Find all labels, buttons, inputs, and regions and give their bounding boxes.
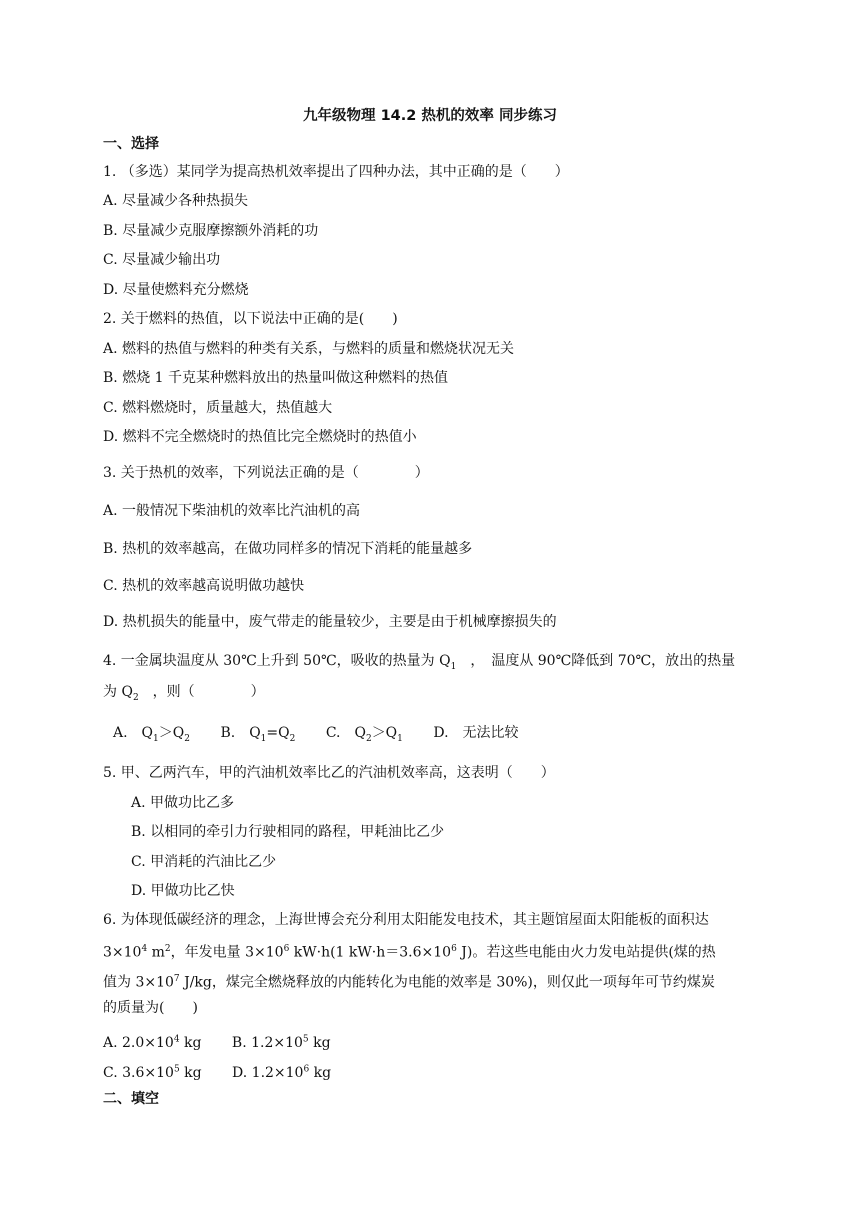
question-5-option-d: D. 甲做功比乙快 [131, 883, 235, 899]
question-1-option-d: D. 尽量使燃料充分燃烧 [103, 282, 249, 298]
question-6-stem-line-1: 6. 为体现低碳经济的理念，上海世博会充分利用太阳能发电技术，其主题馆屋面太阳能板的面积达 [103, 912, 709, 928]
question-5-option-b: B. 以相同的牵引力行驶相同的路程，甲耗油比乙少 [131, 824, 445, 840]
question-1-option-a: A. 尽量减少各种热损失 [103, 193, 249, 209]
question-6-stem-line-2: $3\times 10^4$ $m^2$，年发电量 $3\times 10^6$ kW·h(1 $kW\cdot h=3.6\times 10^6$ J)。若这些电能由火力发电站提供(煤的热 [103, 944, 716, 961]
question-4-stem-line-2: 为 $Q_2$ ，则（ ） [103, 684, 265, 703]
question-6-option-d: D. $1.2\times 10^6$ kg [232, 1064, 332, 1081]
question-6-options-row-1 [103, 1030, 331, 1052]
section-heading-fill: 二、填空 [103, 1091, 159, 1107]
question-2-stem: 2. 关于燃料的热值，以下说法中正确的是( ) [103, 311, 398, 327]
question-6-option-c: C. $3.6\times 10^5$ kg [103, 1064, 202, 1081]
question-6-stem-line-3: 值为 $3\times 10^7$ J/kg，煤完全燃烧释放的内能转化为电能的效率是 30%)，则仅此一项每年可节约煤炭 [103, 974, 715, 991]
question-3-option-c: C. 热机的效率越高说明做功越快 [103, 578, 305, 594]
question-5-stem: 5. 甲、乙两汽车，甲的汽油机效率比乙的汽油机效率高，这表明（ ） [103, 765, 555, 781]
question-1-option-b: B. 尽量减少克服摩擦额外消耗的功 [103, 223, 319, 239]
question-6-stem-line-4: 的质量为( ) [103, 1000, 198, 1016]
question-1-option-c: C. 尽量减少输出功 [103, 252, 221, 268]
question-6-options-row-2 [103, 1060, 331, 1082]
question-2-option-d: D. 燃料不完全燃烧时的热值比完全燃烧时的热值小 [103, 429, 417, 445]
question-4-option-b: B. $Q_1=Q_2$ [220, 725, 296, 744]
question-4-option-d: D. 无法比较 [433, 725, 519, 741]
question-5-option-a: A. 甲做功比乙多 [131, 795, 235, 811]
question-3-option-a: A. 一般情况下柴油机的效率比汽油机的高 [103, 503, 361, 519]
question-2-option-c: C. 燃料燃烧时，质量越大，热值越大 [103, 400, 333, 416]
document-title: 九年级物理 14.2 热机的效率 同步练习 [303, 108, 557, 124]
section-heading-choice: 一、选择 [103, 136, 159, 152]
question-3-option-d: D. 热机损失的能量中，废气带走的能量较少，主要是由于机械摩擦损失的 [103, 614, 557, 630]
question-4-stem-line-1: 4. 一金属块温度从 30℃上升到 50℃，吸收的热量为 $Q_1$ ， 温度从 90℃降低到 70℃，放出的热量 [103, 653, 736, 672]
question-5-option-c: C. 甲消耗的汽油比乙少 [131, 854, 277, 870]
question-6-option-a: A. $2.0\times 10^4$ kg [103, 1034, 202, 1051]
question-4-options [113, 724, 519, 748]
question-2-option-a: A. 燃料的热值与燃料的种类有关系，与燃料的质量和燃烧状况无关 [103, 341, 515, 357]
question-4-option-a: A. $Q_1>Q_2$ [113, 725, 190, 744]
question-3-option-b: B. 热机的效率越高，在做功同样多的情况下消耗的能量越多 [103, 541, 473, 557]
question-6-option-b: B. $1.2\times 10^5$ kg [231, 1034, 331, 1051]
question-3-stem: 3. 关于热机的效率，下列说法正确的是（ ） [103, 465, 429, 481]
question-2-option-b: B. 燃烧 1 千克某种燃料放出的热量叫做这种燃料的热值 [103, 370, 448, 386]
question-1-stem: 1. （多选）某同学为提高热机效率提出了四种办法，其中正确的是（ ） [103, 164, 569, 180]
question-4-option-c: C. $Q_2>Q_1$ [325, 725, 403, 744]
